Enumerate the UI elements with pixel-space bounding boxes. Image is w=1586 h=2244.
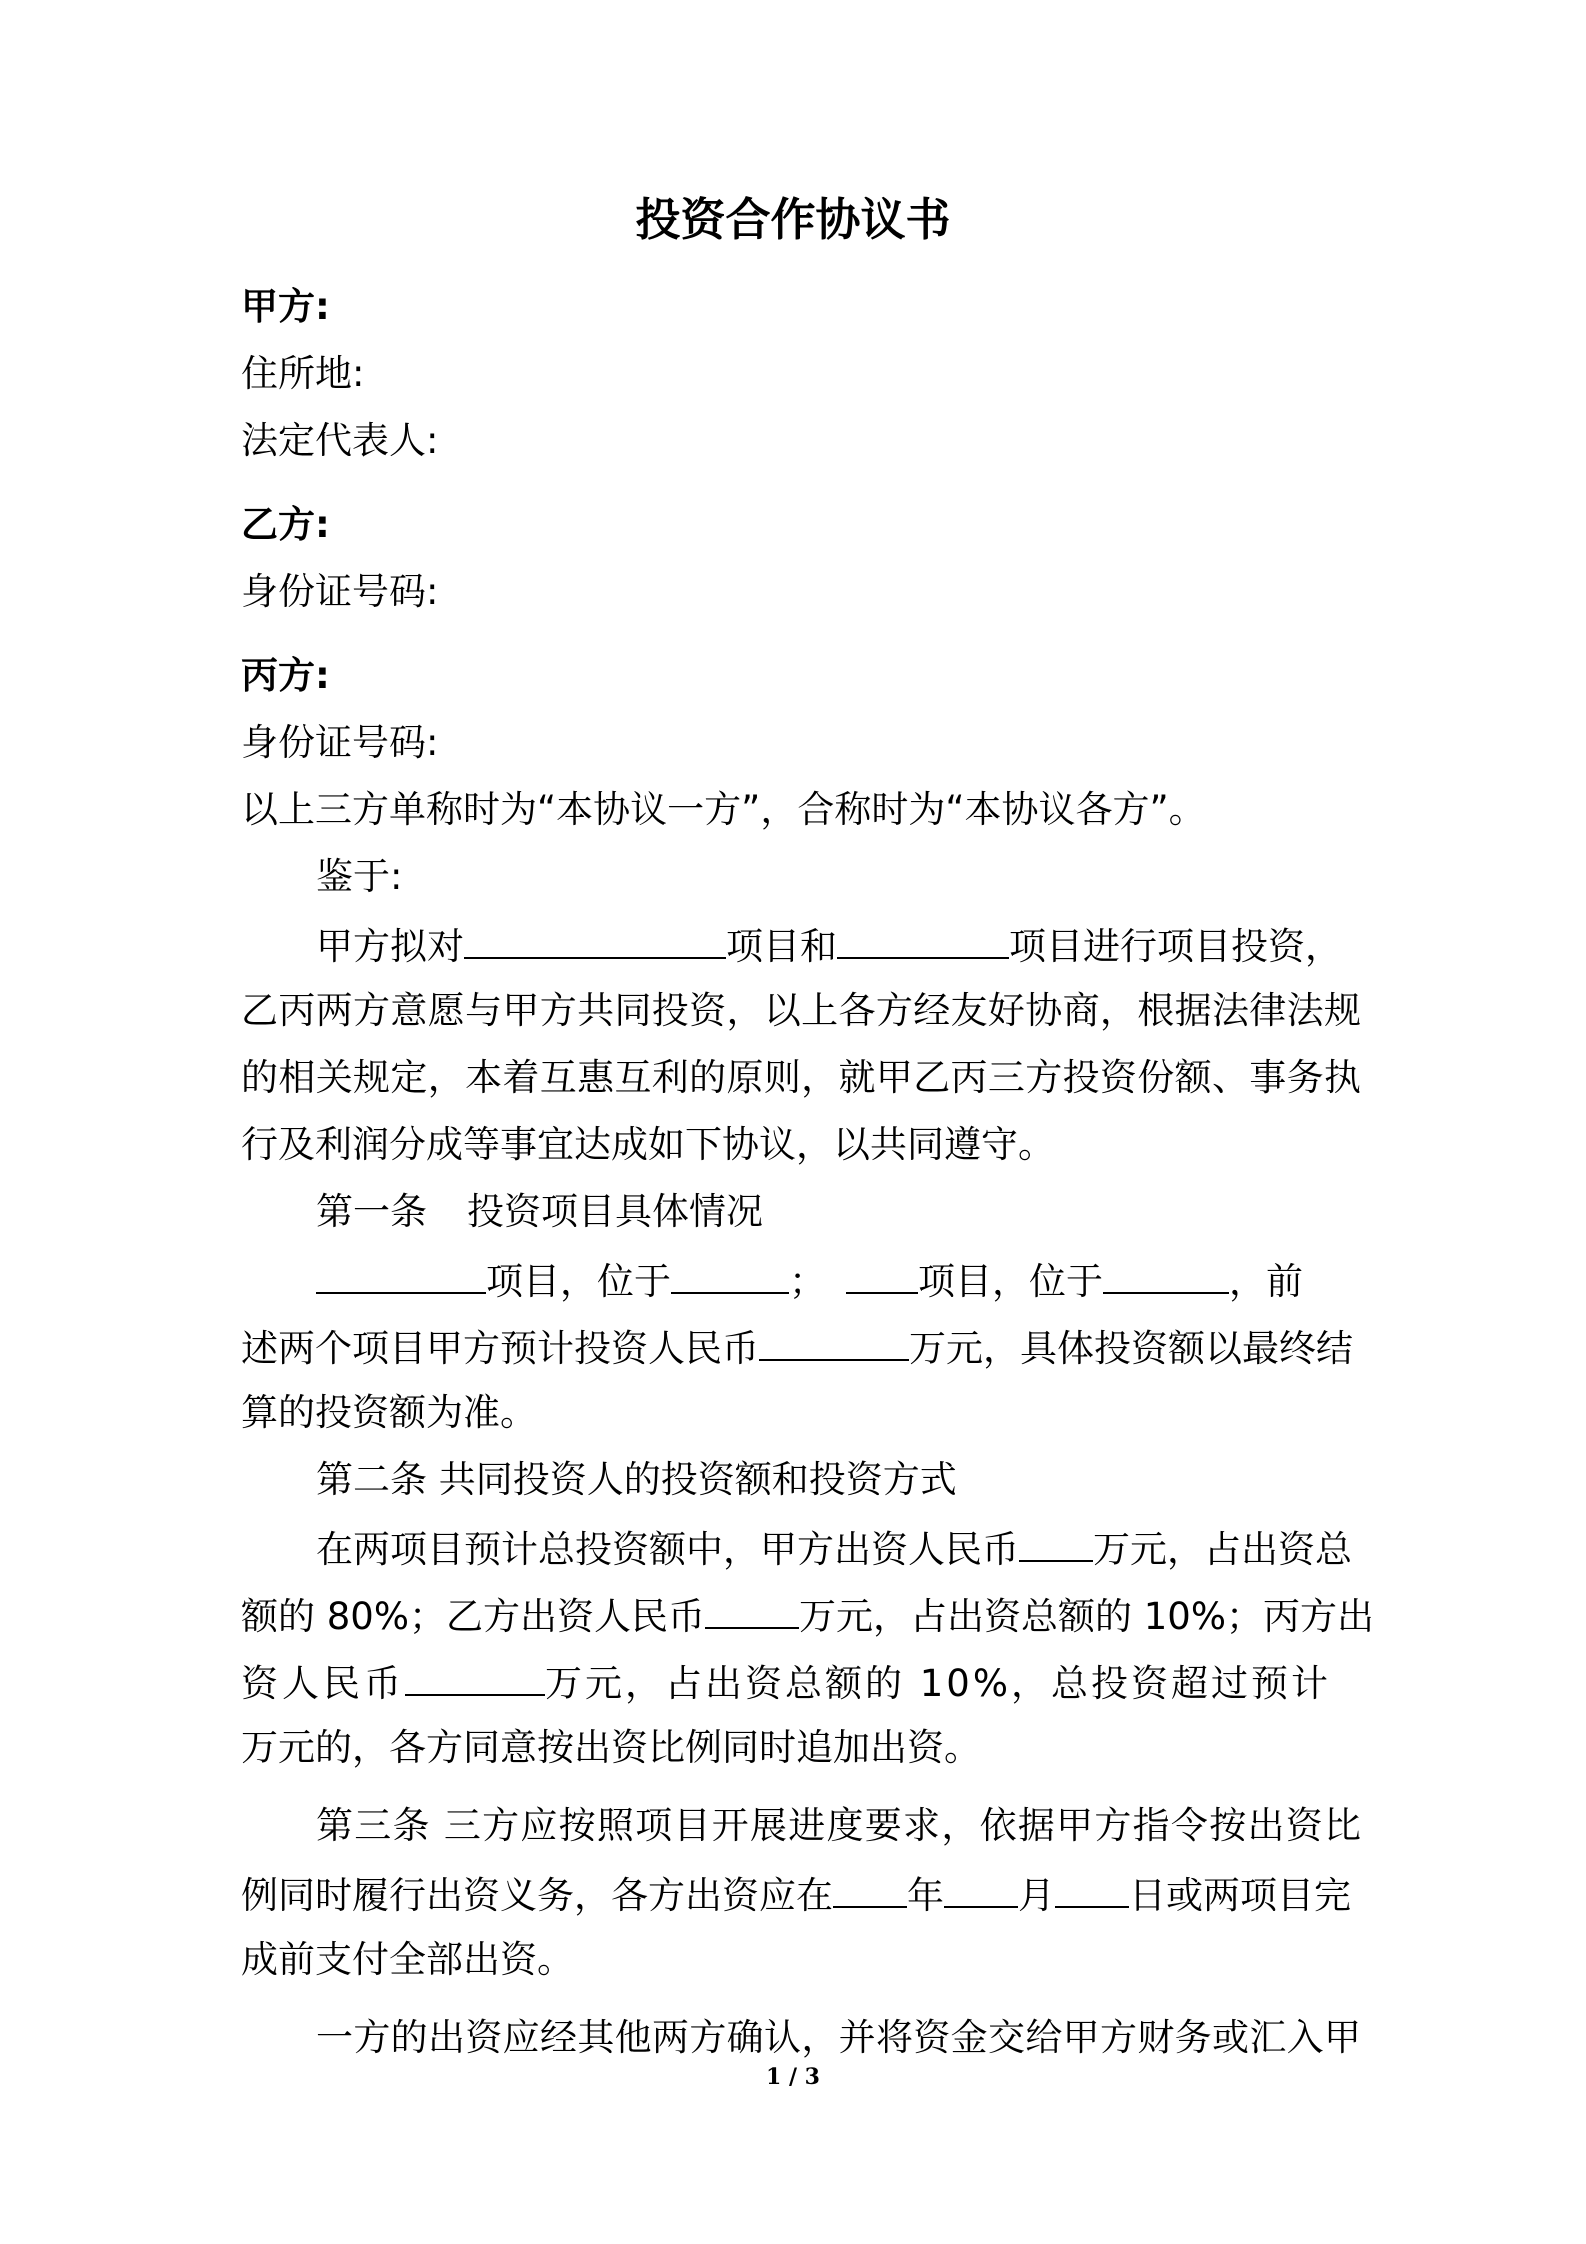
blank-field <box>705 1589 799 1629</box>
article-number: 第一条 <box>316 1190 427 1233</box>
article-title: 投资项目具体情况 <box>467 1190 763 1233</box>
article-3-line-4: 一方的出资应经其他两方确认，并将资金交给甲方财务或汇入甲 <box>316 2016 1361 2059</box>
article-2-line-3 <box>241 1656 1361 1709</box>
article-text: ，前 <box>1229 1260 1303 1303</box>
article-2-line-4: 万元的，各方同意按出资比例同时追加出资。 <box>241 1726 981 1769</box>
naming-clause: 以上三方单称时为“本协议一方”，合称时为“本协议各方”。 <box>241 788 1206 831</box>
blank-field <box>759 1321 909 1361</box>
party-a-label: 甲方: <box>241 285 330 328</box>
article-1-heading <box>316 1187 1361 1237</box>
party-b-label: 乙方: <box>241 503 330 546</box>
article-3-line-3: 成前支付全部出资。 <box>241 1938 574 1981</box>
article-text: 日或两项目完 <box>1129 1874 1351 1917</box>
article-3-line-1: 第三条 三方应按照项目开展进度要求，依据甲方指令按出资比 <box>316 1804 1361 1847</box>
article-2-line-2 <box>241 1589 1374 1642</box>
party-a-representative-label: 法定代表人: <box>241 419 439 462</box>
article-1-line-2 <box>241 1321 1361 1374</box>
article-1-line-1 <box>316 1254 1361 1307</box>
blank-field <box>671 1254 789 1294</box>
blank-field <box>405 1656 545 1696</box>
intro-line-4: 行及利润分成等事宜达成如下协议，以共同遵守。 <box>241 1123 1055 1166</box>
blank-field <box>316 1254 486 1294</box>
blank-field <box>464 919 726 959</box>
article-2-heading: 第二条 共同投资人的投资额和投资方式 <box>316 1458 957 1501</box>
article-2-line-1 <box>316 1522 1361 1575</box>
party-c-id-label: 身份证号码: <box>241 721 439 764</box>
party-a-address-label: 住所地: <box>241 352 365 395</box>
whereas-heading: 鉴于: <box>316 855 403 898</box>
page-indicator: 1 / 3 <box>766 2064 820 2090</box>
article-text: ； <box>789 1260 826 1303</box>
article-text: 资人民币 <box>241 1662 405 1705</box>
intro-line-2: 乙丙两方意愿与甲方共同投资，以上各方经友好协商，根据法律法规 <box>241 989 1361 1032</box>
intro-text: 项目进行项目投资， <box>1009 925 1342 968</box>
article-text: 在两项目预计总投资额中，甲方出资人民币 <box>316 1528 1019 1571</box>
intro-line-3: 的相关规定，本着互惠互利的原则，就甲乙丙三方投资份额、事务执 <box>241 1056 1361 1099</box>
article-text: 万元，占出资总 <box>1093 1528 1352 1571</box>
blank-field <box>1019 1522 1093 1562</box>
intro-line-1 <box>316 919 1361 972</box>
party-b-id-label: 身份证号码: <box>241 570 439 613</box>
article-3-line-2 <box>241 1868 1361 1921</box>
article-text: 项目，位于 <box>486 1260 671 1303</box>
party-c-label: 丙方: <box>241 654 330 697</box>
blank-field <box>944 1868 1018 1908</box>
document-title: 投资合作协议书 <box>635 193 951 246</box>
article-1-line-3: 算的投资额为准。 <box>241 1391 537 1434</box>
article-text: 月 <box>1018 1874 1055 1917</box>
blank-field <box>833 1868 907 1908</box>
article-text: 万元，占出资总额的 10%；丙方出 <box>799 1595 1374 1638</box>
intro-text: 项目和 <box>726 925 837 968</box>
article-text: 例同时履行出资义务，各方出资应在 <box>241 1874 833 1917</box>
blank-field <box>1103 1254 1229 1294</box>
blank-field <box>846 1254 918 1294</box>
intro-text: 甲方拟对 <box>316 925 464 968</box>
article-text: 额的 80%；乙方出资人民币 <box>241 1595 705 1638</box>
blank-field <box>1055 1868 1129 1908</box>
article-text: 述两个项目甲方预计投资人民币 <box>241 1327 759 1370</box>
blank-field <box>837 919 1009 959</box>
article-text: 项目，位于 <box>918 1260 1103 1303</box>
article-text: 万元，具体投资额以最终结 <box>909 1327 1353 1370</box>
article-text: 年 <box>907 1874 944 1917</box>
article-text: 万元，占出资总额的 10%，总投资超过预计 <box>545 1662 1331 1705</box>
